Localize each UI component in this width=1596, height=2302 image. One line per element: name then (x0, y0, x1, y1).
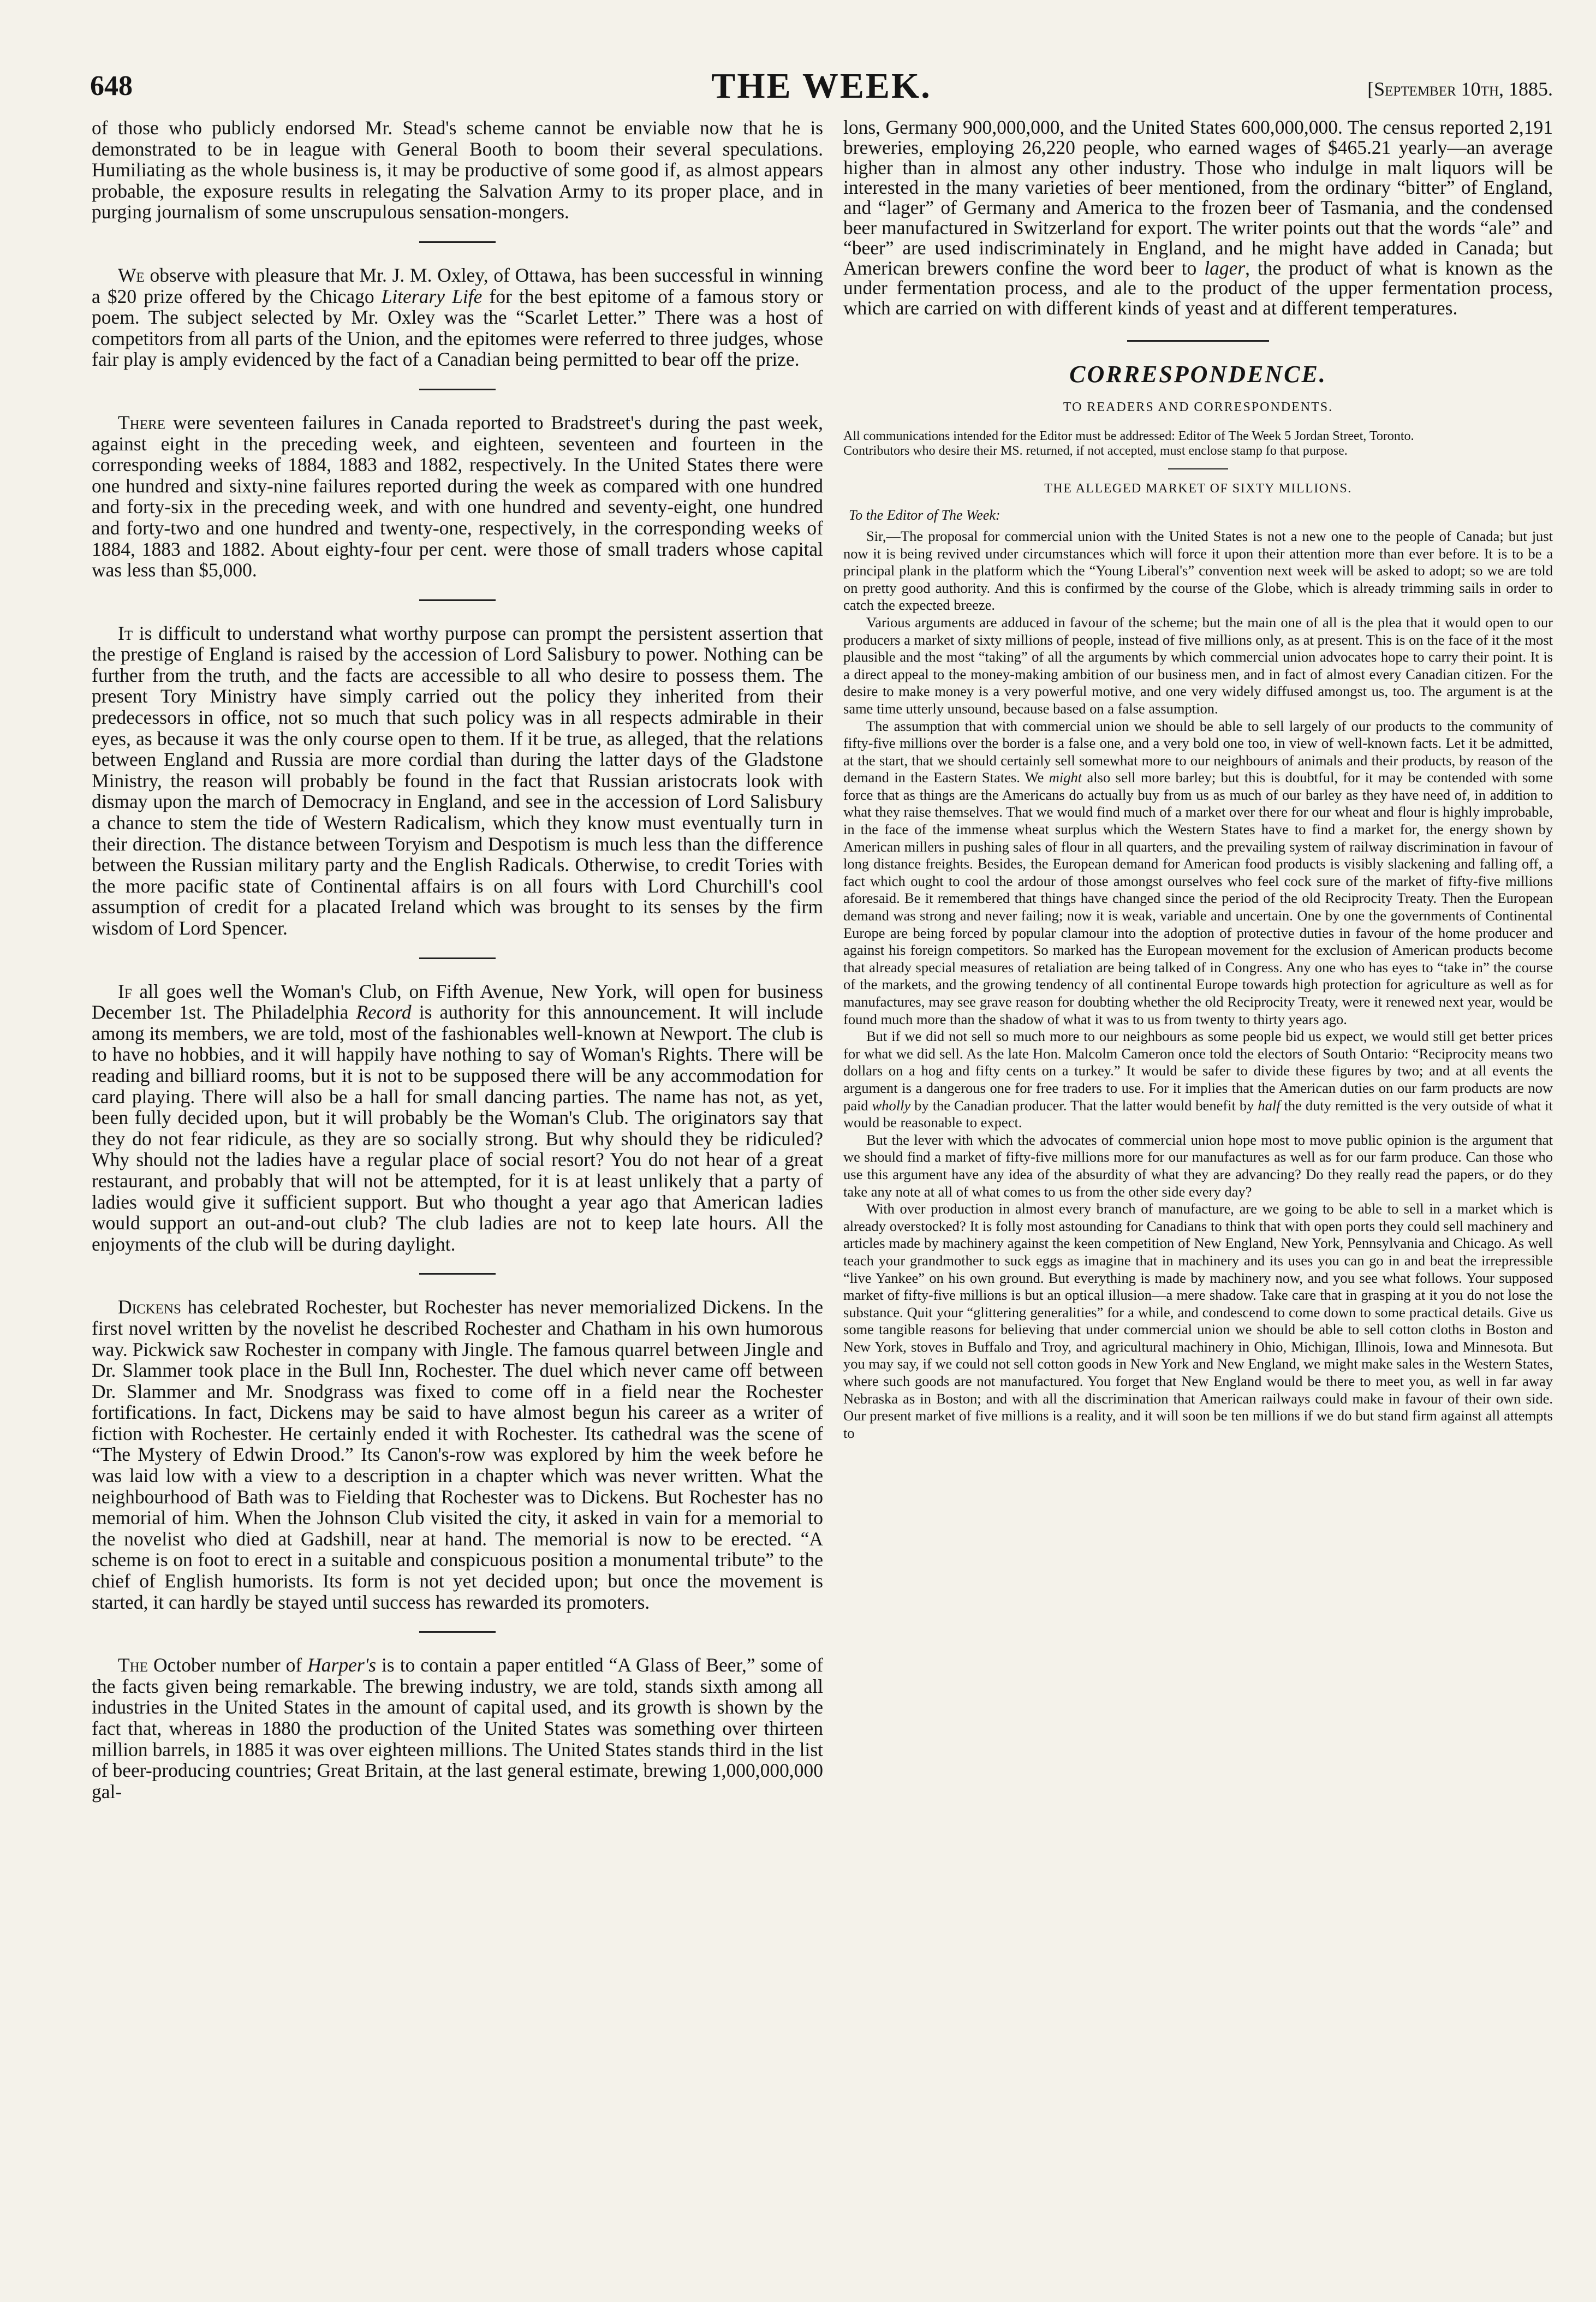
letter-paragraph: But if we did not sell so much more to our neighbours as some people bid us expect, we would still get better prices for what we did sell. As the late Hon. Malcolm Cameron once told the electors of South Ontario: “Reciprocity means two dollars on a hog and fifty cents on a turkey.” It would be safer to divide these figures by two; and at all events the argument is a dangerous one for free traders to use. For it implies that the American duties on our farm products are now paid wholly by the Canadian producer. That the latter would benefit by half the duty remitted is the very outside of what it would be reasonable to expect. (843, 1028, 1553, 1131)
paragraph-womans-club: If all goes well the Woman's Club, on Fifth Avenue, New York, will open for business December 1st. The Philadelphia Record is authority for this announcement. It will include among its members, we are told, most of the fashionables well-known at Newport. The club is to have no hobbies, and it will happily have nothing to say of Woman's Rights. There will be reading and billiard rooms, but it is not to be supposed there will be any accommodation for card playing. There will also be a hall for small dancing parties. The name has not, as yet, been fully decided upon, but it will probably be the Woman's Club. The originators say that they do not fear ridicule, as they are so socially strong. But why should they be ridiculed? Why should not the ladies have a regular place of social resort? You do not hear of a great restaurant, and probably that will not be attempted, for it is at least unlikely that a party of ladies would give it sufficient support. But who thought a year ago that American ladies would support an out-and-out club? The club ladies are not to keep late hours. All the enjoyments of the club will be during daylight. (92, 980, 824, 1255)
section-divider (419, 957, 496, 959)
letter-paragraph: Various arguments are adduced in favour of the scheme; but the main one of all is the plea that it would open to our producers a market of sixty millions of people, instead of five millions only, as at present. This is on the face of it the most plausible and the most “taking” of all the arguments by which commercial union advocates hope to carry their point. It is a direct appeal to the money-making ambition of our business men, and in fact of almost every Canadian citizen. For the desire to make money is a very powerful motive, and one very widely diffused amongst us, too. The argument is at the same time utterly unsound, because based on a false assumption. (843, 614, 1553, 717)
section-divider (419, 389, 496, 390)
right-column (843, 117, 1553, 1442)
dateline: [September 10th, 1885. (1367, 78, 1553, 100)
readers-subheading: TO READERS AND CORRESPONDENTS. (1063, 400, 1333, 414)
section-divider (419, 241, 496, 243)
section-divider (419, 1631, 496, 1633)
paragraph-failures: There were seventeen failures in Canada reported to Bradstreet's during the past week, against eight in the preceding week, and eighteen, seventeen and fourteen in the corresponding weeks of 1884, 1883 and 1882, respectively. In the United States there were one hundred and sixty-nine failures reported during the week as compared with one hundred and forty-six in the preceding week, and with one hundred and seventy-eight, one hundred and forty-two and one hundred and twenty-one, respectively, in the corresponding weeks of 1884, 1883 and 1882. About eighty-four per cent. were those of small traders whose capital was less than $5,000. (92, 411, 823, 581)
section-divider (1127, 340, 1269, 342)
page-number: 648 (90, 70, 133, 102)
paragraph-lead-word: If (118, 980, 132, 1002)
paragraph-dickens: Dickens has celebrated Rochester, but Rochester has never memorialized Dickens. In the first novel written by the novelist he described Rochester and Chatham in his own humorous way. Pickwick saw Rochester in company with Jingle. The famous quarrel between Jingle and Dr. Slammer took place in the Bull Inn, Rochester. The duel which never came off between Dr. Slammer and Mr. Snodgrass was fixed to come off in a field near the Rochester fortifications. In fact, Dickens may be said to have almost begun his career as a writer of fiction with Rochester. He certainly ended it with Rochester. Its cathedral was the scene of “The Mystery of Edwin Drood.” Its Canon's-row was explored by him the week before he was laid low with a view to a description in a chapter which was never written. What the neighbourhood of Bath was to Fielding that Rochester was to Dickens. But Rochester has no memorial of him. When the Johnson Club visited the city, it asked in vain for a memorial to the novelist who died at Gadshill, near at hand. The memorial is now to be erected. “A scheme is on foot to erect in a suitable and conspicuous position a monumental tribute” to the chief of English humorists. Its form is not yet decided upon; but once the movement is started, it can hardly be stayed until success has rewarded its promoters. (92, 1296, 823, 1613)
paragraph-lead-word: It (118, 622, 133, 644)
letter-title: THE ALLEGED MARKET OF SIXTY MILLIONS. (1044, 481, 1352, 496)
paragraph-oxley: We observe with pleasure that Mr. J. M. Oxley, of Ottawa, has been successful in winning a $20 prize offered by the Chicago Literary Life for the best epitome of a famous story or poem. The subject selected by Mr. Oxley was the “Scarlet Letter.” There was a host of competitors from all parts of the Union, and the epitomes were referred to three judges, whose fair play is amply evidenced by the fact of a Canadian being permitted to bear off the prize. (92, 264, 824, 371)
paragraph-lead-word: There (118, 411, 165, 433)
letter-paragraph: The assumption that with commercial union we should be able to sell largely of our products to the community of fifty-five millions over the border is a false one, and a very bold one too, in view of well-known facts. Let it be admitted, at the start, that we should certainly sell somewhat more to our neighbours of animals and their products, by reason of the demand in the Eastern States. We might also sell more barley; but this is doubtful, for it may be contended with some force that as things are the Americans do actually buy from us as much of our barley as they have need of, in addition to what they raise themselves. That we would find much of a market over there for our wheat and flour is highly improbable, in the face of the immense wheat surplus which the Western States have to find a market for, the energy shown by American millers in pushing sales of flour in all quarters, and the prevailing system of railway discrimination in favour of long distance freights. Besides, the European demand for American food products is visibly slackening and falling off, a fact which ought to cool the ardour of those amongst ourselves who feel cock sure of the market of fifty-five millions aforesaid. Be it remembered that things have changed since the period of the old Reciprocity Treaty. Then the European demand was strong and never failing; now it is weak, variable and uncertain. One by one the governments of Continental Europe are being forced by popular clamour into the adoption of protective duties in favour of the home producer and against his foreign competitors. So marked has the European movement for the exclusion of American products become that already special measures of retaliation are being talked of in Congress. Any one who has eyes to “take in” the course of the markets, and the growing tendency of all continental Europe towards high protection for agriculture as well as for manufactures, may see grave reason for doubting whether the old Reciprocity Treaty, were it renewed next year, would be found much more than the shadow of what it was to us from twenty to thirty years ago. (843, 717, 1553, 1027)
page-header (90, 66, 1553, 109)
masthead-title: THE WEEK. (711, 66, 932, 106)
letter-paragraph: Sir,—The proposal for commercial union with the United States is not a new one to the people of Canada; but just now it is being revived under circumstances which will force it upon their attention more than ever before. It is to be a principal plank in the platform which the “Young Liberal's” convention next week will be asked to adopt; so we are told on pretty good authority. And this is confirmed by the course of the Globe, which is already trimming sails in order to catch the expected breeze. (843, 527, 1553, 614)
paragraph-lead-word: We (118, 264, 145, 286)
publication-title: Literary Life (381, 285, 483, 307)
letter-paragraph: But the lever with which the advocates of commercial union hope most to move public opinion is the argument that we should find a market of fifty-five millions more for our manufactures as well as for our farm produce. Can those who use this argument have any idea of the absurdity of what they are advancing? Do they really read the papers, or do they take any note at all of what comes to us from the other side every day? (843, 1131, 1553, 1200)
contributors-notice: Contributors who desire their MS. returned, if not accepted, must enclose stamp fo that purpose. (843, 443, 1348, 458)
correspondence-heading: CORRESPONDENCE. (1069, 360, 1327, 388)
paragraph-beer-continued: lons, Germany 900,000,000, and the United States 600,000,000. The census reported 2,191 breweries, employing 26,220 people, who earned wages of $465.21 yearly—an average higher than in almost any other industry. Those who indulge in malt liquors will be interested in the many varieties of beer mentioned, from the ordinary “bitter” of England, and “lager” of Germany and America to the frozen beer of Tasmania, and the condensed beer manufactured in Switzerland for export. The writer points out that the words “ale” and “beer” are used indiscriminately in England, and he might have added in Canada; but American brewers confine the word beer to lager, the product of what is known as the under fermentation process, and ale to the product of the upper fermentation process, which are carried on with different kinds of yeast and at different temperatures. (843, 116, 1553, 319)
section-divider (1168, 468, 1228, 469)
editor-notice: All communications intended for the Editor must be addressed: Editor of The Week 5 Jordan Street, Toronto. (843, 429, 1414, 443)
letter-paragraph: With over production in almost every branch of manufacture, are we going to be able to sell in a market which is already overstocked? It is folly most astounding for Canadians to think that with open ports they could sell machinery and articles made by machinery against the keen competition of New England, New York, Pennsylvania and Chicago. As well teach your grandmother to suck eggs as imagine that in machinery and its uses you can go in and beat the irrepressible “live Yankee” on his own ground. But everything is made by machinery now, and you see what follows. Your supposed market of fifty-five millions is but an optical illusion—a mere shadow. Take care that in grasping at it you do not lose the substance. Quit your “glittering generalities” for a while, and condescend to come down to some practical details. Give us some tangible reasons for believing that under commercial union we should be able to sell cotton cloths in Boston and New York, stoves in Buffalo and Troy, and agricultural machinery in Ohio, Michigan, Illinois, Iowa and Minnesota. But you may say, if we could not sell cotton goods in New York and New England, we might make sales in the Western States, where such goods are not manufactured. You forget that New England would be there to meet you, as well in far away Nebraska as in Boston; and with all the discrimination that American railways could make in favour of their own side. Our present market of five millions is a reality, and it will soon be ten millions if we do but stand firm against all attempts to (843, 1200, 1553, 1441)
publication-title: Record (356, 1001, 412, 1024)
publication-title: Harper's (307, 1654, 377, 1676)
paragraph-lead-word: The (118, 1654, 148, 1676)
paragraph-england: It is difficult to understand what worthy purpose can prompt the persistent assertion that the prestige of England is raised by the accession of Lord Salisbury to power. Nothing can be further from the truth, and the facts are accessible to all who desire to possess them. The present Tory Ministry have simply carried out the policy they inherited from their predecessors in office, not so much that such policy was in all respects admirable in their eyes, as because it was the only course open to them. If it be true, as alleged, that the relations between England and Russia are more cordial than during the latter days of the Gladstone Ministry, the reason will probably be found in the fact that Russian aristocrats look with dismay upon the march of Democracy in England, and see in the accession of Lord Salisbury a chance to stem the tide of Western Radicalism, which they know must eventually turn in their direction. The distance between Toryism and Despotism is much less than the difference between the Russian military party and the English Radicals. Otherwise, to credit Tories with the more pacific state of Continental affairs is on all fours with Lord Churchill's cool assumption of credit for a placated Ireland which was brought to its senses by the firm wisdom of Lord Spencer. (92, 622, 823, 939)
letter-body (843, 528, 1553, 1442)
letter-salutation: To the Editor of The Week: (849, 507, 1001, 523)
left-column (92, 117, 823, 1802)
section-divider (419, 599, 496, 601)
paragraph-harpers: The October number of Harper's is to contain a paper entitled “A Glass of Beer,” some of the facts given being remarkable. The brewing industry, we are told, stands sixth among all industries in the United States in the amount of capital used, and its growth is shown by the fact that, whereas in 1880 the production of the United States was something over thirteen million barrels, in 1885 it was over eighteen millions. The United States stands third in the list of beer-producing countries; Great Britain, at the last general estimate, brewing 1,000,000,000 gal- (92, 1654, 823, 1803)
paragraph-lead-word: Dickens (118, 1296, 181, 1318)
paragraph-stead: of those who publicly endorsed Mr. Stead's scheme cannot be enviable now that he is demonstrated to be in league with General Booth to boom their several speculations. Humiliating as the whole business is, it may be productive of some good if, as almost appears probable, the exposure results in relegating the Salvation Army to its proper place, and in purging journalism of some unscrupulous sensation-mongers. (92, 117, 823, 223)
section-divider (419, 1273, 496, 1275)
